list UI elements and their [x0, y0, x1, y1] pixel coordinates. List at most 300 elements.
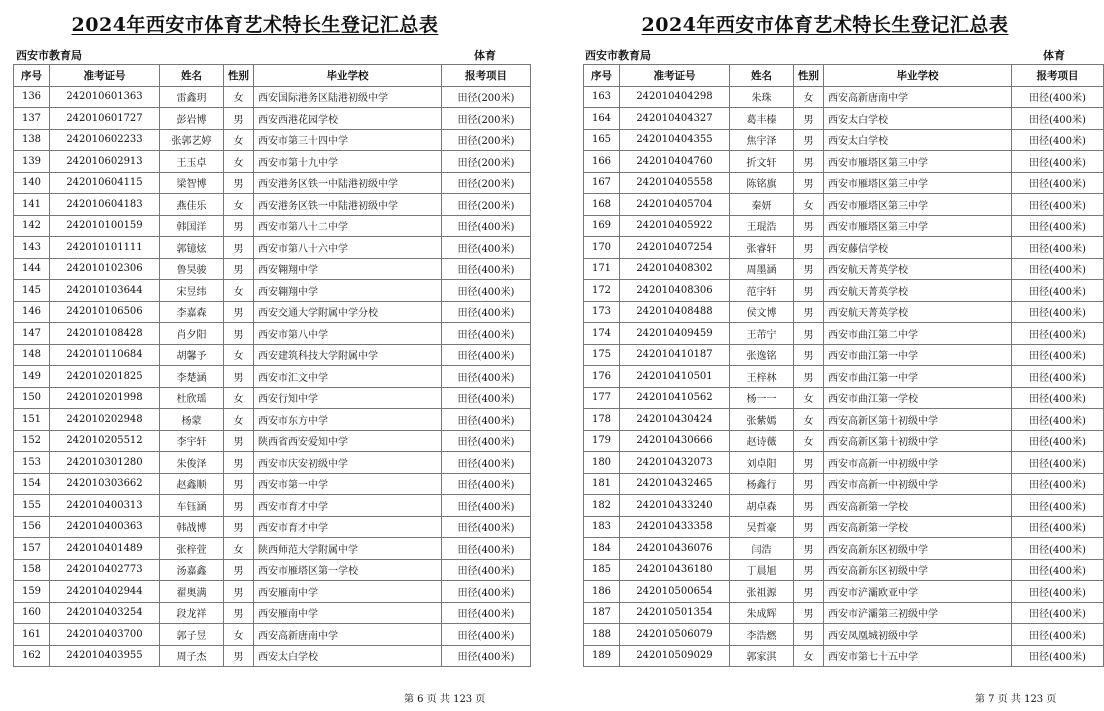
cell-school: 西安市第十九中学 [254, 151, 442, 173]
cell-gender: 女 [794, 194, 824, 216]
cell-name: 车钰涵 [160, 495, 224, 517]
cell-name: 周墨涵 [730, 258, 794, 280]
cell-seq: 158 [14, 559, 50, 581]
cell-event: 田径(400米) [442, 237, 531, 259]
cell-event: 田径(400米) [1012, 129, 1104, 151]
cell-seq: 173 [584, 301, 620, 323]
cell-event: 田径(400米) [1012, 323, 1104, 345]
cell-exam-id: 242010201998 [50, 387, 160, 409]
cell-event: 田径(400米) [1012, 280, 1104, 302]
cell-gender: 男 [794, 323, 824, 345]
cell-event: 田径(400米) [1012, 344, 1104, 366]
cell-event: 田径(400米) [1012, 624, 1104, 646]
cell-exam-id: 242010101111 [50, 237, 160, 259]
cell-name: 郭家淇 [730, 645, 794, 667]
table-row [584, 559, 1104, 581]
cell-school: 西安藤信学校 [824, 237, 1012, 259]
cell-name: 杨鑫行 [730, 473, 794, 495]
table-body [14, 86, 531, 667]
cell-gender: 男 [794, 538, 824, 560]
cell-name: 雷鑫玥 [160, 86, 224, 108]
cell-seq: 176 [584, 366, 620, 388]
cell-seq: 157 [14, 538, 50, 560]
cell-event: 田径(400米) [442, 323, 531, 345]
cell-seq: 156 [14, 516, 50, 538]
cell-exam-id: 242010433358 [620, 516, 730, 538]
cell-seq: 171 [584, 258, 620, 280]
page-footer: 第 7 页 共 123 页 [975, 694, 1057, 705]
cell-event: 田径(200米) [442, 108, 531, 130]
cell-gender: 男 [224, 452, 254, 474]
cell-school: 西安高新第一学校 [824, 495, 1012, 517]
cell-school: 西安市雁塔区第三中学 [824, 215, 1012, 237]
cell-event: 田径(400米) [442, 645, 531, 667]
cell-event: 田径(400米) [442, 516, 531, 538]
cell-event: 田径(400米) [442, 344, 531, 366]
cell-exam-id: 242010432465 [620, 473, 730, 495]
cell-seq: 153 [14, 452, 50, 474]
cell-exam-id: 242010301280 [50, 452, 160, 474]
cell-exam-id: 242010205512 [50, 430, 160, 452]
table-row [584, 258, 1104, 280]
cell-exam-id: 242010408306 [620, 280, 730, 302]
cell-event: 田径(400米) [442, 387, 531, 409]
cell-exam-id: 242010108428 [50, 323, 160, 345]
col-header-exam-id: 准考证号 [620, 65, 730, 87]
cell-school: 西安高新区第十初级中学 [824, 409, 1012, 431]
cell-name: 刘卓阳 [730, 452, 794, 474]
cell-name: 葛丰榛 [730, 108, 794, 130]
cell-event: 田径(200米) [442, 151, 531, 173]
cell-gender: 女 [224, 624, 254, 646]
cell-seq: 161 [14, 624, 50, 646]
cell-exam-id: 242010402773 [50, 559, 160, 581]
cell-event: 田径(400米) [1012, 387, 1104, 409]
cell-event: 田径(400米) [1012, 172, 1104, 194]
table-row [14, 151, 531, 173]
cell-school: 西安市雁塔区第三中学 [824, 194, 1012, 216]
cell-school: 西安航天菁英学校 [824, 301, 1012, 323]
table-row [14, 344, 531, 366]
cell-name: 朱珠 [730, 86, 794, 108]
cell-school: 西安市曲江第一中学 [824, 366, 1012, 388]
cell-name: 李楚涵 [160, 366, 224, 388]
cell-event: 田径(400米) [1012, 409, 1104, 431]
cell-name: 王琨浩 [730, 215, 794, 237]
cell-seq: 184 [584, 538, 620, 560]
cell-school: 西安西港花园学校 [254, 108, 442, 130]
cell-exam-id: 242010433240 [620, 495, 730, 517]
cell-event: 田径(400米) [442, 366, 531, 388]
col-header-event: 报考项目 [442, 65, 531, 87]
col-header-seq: 序号 [14, 65, 50, 87]
table-row [14, 172, 531, 194]
cell-seq: 182 [584, 495, 620, 517]
cell-exam-id: 242010602913 [50, 151, 160, 173]
cell-exam-id: 242010410501 [620, 366, 730, 388]
table-row [14, 237, 531, 259]
cell-name: 朱成辉 [730, 602, 794, 624]
cell-seq: 188 [584, 624, 620, 646]
cell-event: 田径(400米) [1012, 473, 1104, 495]
cell-gender: 男 [794, 301, 824, 323]
table-row [584, 172, 1104, 194]
table-row [14, 624, 531, 646]
cell-exam-id: 242010430424 [620, 409, 730, 431]
col-header-gender: 性别 [794, 65, 824, 87]
table-row [584, 495, 1104, 517]
cell-gender: 女 [224, 151, 254, 173]
cell-school: 西安市曲江第一中学 [824, 344, 1012, 366]
cell-name: 张梓萱 [160, 538, 224, 560]
cell-school: 西安高新区第十初级中学 [824, 430, 1012, 452]
cell-event: 田径(400米) [1012, 645, 1104, 667]
table-row [584, 409, 1104, 431]
cell-school: 西安市第三十四中学 [254, 129, 442, 151]
cell-exam-id: 242010601727 [50, 108, 160, 130]
table-row [584, 237, 1104, 259]
cell-exam-id: 242010102306 [50, 258, 160, 280]
cell-exam-id: 242010408488 [620, 301, 730, 323]
cell-exam-id: 242010500654 [620, 581, 730, 603]
table-row [14, 495, 531, 517]
cell-event: 田径(400米) [442, 559, 531, 581]
cell-exam-id: 242010405558 [620, 172, 730, 194]
cell-seq: 137 [14, 108, 50, 130]
cell-name: 梁智博 [160, 172, 224, 194]
cell-gender: 女 [224, 344, 254, 366]
cell-exam-id: 242010501354 [620, 602, 730, 624]
cell-name: 翟奥满 [160, 581, 224, 603]
cell-name: 杜欣瑶 [160, 387, 224, 409]
cell-exam-id: 242010404327 [620, 108, 730, 130]
cell-school: 西安市曲江第二中学 [824, 323, 1012, 345]
table-row [14, 645, 531, 667]
cell-exam-id: 242010436180 [620, 559, 730, 581]
cell-exam-id: 242010400313 [50, 495, 160, 517]
cell-school: 西安市雁塔区第三中学 [824, 172, 1012, 194]
col-header-school: 毕业学校 [824, 65, 1012, 87]
table-row [14, 538, 531, 560]
cell-exam-id: 242010402944 [50, 581, 160, 603]
cell-school: 西安雁南中学 [254, 581, 442, 603]
cell-event: 田径(400米) [442, 215, 531, 237]
cell-seq: 152 [14, 430, 50, 452]
cell-school: 西安市浐灞欧亚中学 [824, 581, 1012, 603]
table-row [584, 323, 1104, 345]
table-row [584, 624, 1104, 646]
cell-seq: 175 [584, 344, 620, 366]
cell-name: 韩国洋 [160, 215, 224, 237]
cell-event: 田径(400米) [1012, 215, 1104, 237]
table-row [14, 108, 531, 130]
cell-seq: 147 [14, 323, 50, 345]
cell-name: 韩战博 [160, 516, 224, 538]
cell-gender: 女 [794, 387, 824, 409]
cell-gender: 女 [224, 194, 254, 216]
cell-seq: 163 [584, 86, 620, 108]
cell-school: 西安市汇文中学 [254, 366, 442, 388]
cell-exam-id: 242010506079 [620, 624, 730, 646]
table-row [14, 473, 531, 495]
cell-seq: 143 [14, 237, 50, 259]
cell-event: 田径(400米) [1012, 86, 1104, 108]
cell-school: 西安市高新一中初级中学 [824, 473, 1012, 495]
table-row [584, 344, 1104, 366]
cell-gender: 男 [224, 237, 254, 259]
table-row [14, 516, 531, 538]
cell-gender: 男 [224, 215, 254, 237]
cell-exam-id: 242010110684 [50, 344, 160, 366]
cell-exam-id: 242010201825 [50, 366, 160, 388]
cell-name: 鲁昊骏 [160, 258, 224, 280]
cell-exam-id: 242010202948 [50, 409, 160, 431]
col-header-name: 姓名 [160, 65, 224, 87]
cell-gender: 男 [224, 516, 254, 538]
cell-event: 田径(400米) [442, 602, 531, 624]
cell-event: 田径(400米) [442, 409, 531, 431]
table-row [14, 258, 531, 280]
cell-school: 西安交通大学附属中学分校 [254, 301, 442, 323]
cell-exam-id: 242010430666 [620, 430, 730, 452]
cell-name: 肖夕阳 [160, 323, 224, 345]
cell-gender: 男 [794, 280, 824, 302]
cell-exam-id: 242010403254 [50, 602, 160, 624]
table-row [14, 409, 531, 431]
cell-event: 田径(400米) [1012, 108, 1104, 130]
cell-seq: 169 [584, 215, 620, 237]
table-row [14, 581, 531, 603]
cell-school: 西安市曲江第一学校 [824, 387, 1012, 409]
table-row [584, 387, 1104, 409]
col-header-event: 报考项目 [1012, 65, 1104, 87]
cell-gender: 男 [224, 323, 254, 345]
table-row [584, 280, 1104, 302]
cell-seq: 167 [584, 172, 620, 194]
table-row [14, 323, 531, 345]
cell-name: 杨蒙 [160, 409, 224, 431]
cell-school: 西安市雁塔区第一学校 [254, 559, 442, 581]
cell-gender: 男 [794, 215, 824, 237]
registration-table [583, 64, 1104, 667]
cell-school: 西安高新唐南中学 [824, 86, 1012, 108]
cell-exam-id: 242010509029 [620, 645, 730, 667]
cell-gender: 女 [224, 409, 254, 431]
cell-name: 张紫嫣 [730, 409, 794, 431]
cell-gender: 男 [794, 108, 824, 130]
cell-event: 田径(400米) [1012, 495, 1104, 517]
cell-event: 田径(400米) [442, 301, 531, 323]
cell-exam-id: 242010100159 [50, 215, 160, 237]
cell-school: 西安太白学校 [824, 108, 1012, 130]
cell-seq: 148 [14, 344, 50, 366]
cell-event: 田径(400米) [1012, 366, 1104, 388]
cell-seq: 181 [584, 473, 620, 495]
cell-school: 西安凤凰城初级中学 [824, 624, 1012, 646]
cell-event: 田径(400米) [1012, 602, 1104, 624]
cell-school: 西安市第八十二中学 [254, 215, 442, 237]
cell-name: 汤嘉鑫 [160, 559, 224, 581]
cell-exam-id: 242010403955 [50, 645, 160, 667]
cell-name: 侯文博 [730, 301, 794, 323]
cell-name: 杨一一 [730, 387, 794, 409]
cell-seq: 189 [584, 645, 620, 667]
cell-school: 西安港务区铁一中陆港初级中学 [254, 194, 442, 216]
cell-exam-id: 242010436076 [620, 538, 730, 560]
cell-school: 西安高新东区初级中学 [824, 559, 1012, 581]
cell-gender: 男 [224, 645, 254, 667]
cell-name: 闫浩 [730, 538, 794, 560]
col-header-name: 姓名 [730, 65, 794, 87]
cell-name: 胡馨予 [160, 344, 224, 366]
cell-gender: 男 [224, 430, 254, 452]
table-row [584, 602, 1104, 624]
cell-seq: 149 [14, 366, 50, 388]
cell-event: 田径(200米) [442, 129, 531, 151]
table-row [14, 301, 531, 323]
cell-gender: 男 [224, 495, 254, 517]
cell-seq: 150 [14, 387, 50, 409]
cell-exam-id: 242010303662 [50, 473, 160, 495]
cell-gender: 男 [224, 108, 254, 130]
table-row [14, 215, 531, 237]
cell-event: 田径(400米) [1012, 559, 1104, 581]
table-row [584, 86, 1104, 108]
table-row [584, 108, 1104, 130]
col-header-school: 毕业学校 [254, 65, 442, 87]
table-header-row [14, 65, 531, 87]
cell-name: 李宇轩 [160, 430, 224, 452]
cell-school: 西安行知中学 [254, 387, 442, 409]
cell-name: 张睿轩 [730, 237, 794, 259]
page-title: 2024年西安市体育艺术特长生登记汇总表 [641, 14, 1009, 36]
cell-school: 西安市东方中学 [254, 409, 442, 431]
cell-gender: 女 [794, 86, 824, 108]
cell-event: 田径(400米) [442, 258, 531, 280]
cell-seq: 144 [14, 258, 50, 280]
cell-exam-id: 242010404355 [620, 129, 730, 151]
cell-name: 郭镱炫 [160, 237, 224, 259]
cell-name: 陈铭旗 [730, 172, 794, 194]
cell-gender: 男 [794, 602, 824, 624]
cell-name: 朱俊泽 [160, 452, 224, 474]
cell-gender: 女 [224, 86, 254, 108]
cell-school: 西安国际港务区陆港初级中学 [254, 86, 442, 108]
cell-exam-id: 242010403700 [50, 624, 160, 646]
cell-exam-id: 242010432073 [620, 452, 730, 474]
cell-gender: 男 [224, 172, 254, 194]
cell-gender: 男 [224, 473, 254, 495]
cell-event: 田径(200米) [442, 172, 531, 194]
table-row [584, 366, 1104, 388]
cell-seq: 172 [584, 280, 620, 302]
cell-school: 西安市第七十五中学 [824, 645, 1012, 667]
table-row [584, 194, 1104, 216]
cell-event: 田径(400米) [1012, 258, 1104, 280]
cell-school: 西安市高新一中初级中学 [824, 452, 1012, 474]
table-row [14, 129, 531, 151]
table-row [584, 516, 1104, 538]
cell-gender: 女 [224, 387, 254, 409]
cell-exam-id: 242010405704 [620, 194, 730, 216]
org-name: 西安市教育局 [16, 49, 82, 62]
page-left [0, 0, 515, 711]
cell-exam-id: 242010103644 [50, 280, 160, 302]
cell-name: 范宇轩 [730, 280, 794, 302]
cell-school: 陕西省西安爱知中学 [254, 430, 442, 452]
cell-gender: 女 [794, 645, 824, 667]
subject-label: 体育 [474, 49, 496, 62]
cell-school: 西安航天菁英学校 [824, 280, 1012, 302]
cell-name: 张郭艺婷 [160, 129, 224, 151]
table-row [14, 430, 531, 452]
cell-gender: 女 [794, 430, 824, 452]
cell-exam-id: 242010409459 [620, 323, 730, 345]
cell-event: 田径(400米) [1012, 581, 1104, 603]
cell-name: 郭子昱 [160, 624, 224, 646]
cell-seq: 186 [584, 581, 620, 603]
cell-gender: 男 [794, 452, 824, 474]
table-row [14, 387, 531, 409]
cell-gender: 男 [794, 624, 824, 646]
cell-name: 段龙祥 [160, 602, 224, 624]
table-row [14, 86, 531, 108]
cell-school: 西安太白学校 [254, 645, 442, 667]
cell-gender: 女 [794, 409, 824, 431]
cell-event: 田径(400米) [442, 280, 531, 302]
cell-seq: 155 [14, 495, 50, 517]
cell-name: 丁晨旭 [730, 559, 794, 581]
cell-school: 陕西师范大学附属中学 [254, 538, 442, 560]
cell-exam-id: 242010604115 [50, 172, 160, 194]
cell-gender: 女 [224, 280, 254, 302]
cell-exam-id: 242010405922 [620, 215, 730, 237]
cell-seq: 136 [14, 86, 50, 108]
cell-gender: 男 [794, 258, 824, 280]
cell-seq: 168 [584, 194, 620, 216]
cell-name: 胡卓森 [730, 495, 794, 517]
cell-event: 田径(400米) [1012, 452, 1104, 474]
cell-name: 张逸铭 [730, 344, 794, 366]
cell-exam-id: 242010408302 [620, 258, 730, 280]
cell-name: 赵鑫顺 [160, 473, 224, 495]
cell-exam-id: 242010400363 [50, 516, 160, 538]
cell-exam-id: 242010401489 [50, 538, 160, 560]
cell-school: 西安高新东区初级中学 [824, 538, 1012, 560]
cell-gender: 男 [794, 129, 824, 151]
table-row [584, 473, 1104, 495]
cell-name: 彭岩博 [160, 108, 224, 130]
table-row [14, 559, 531, 581]
cell-seq: 166 [584, 151, 620, 173]
cell-seq: 179 [584, 430, 620, 452]
cell-school: 西安太白学校 [824, 129, 1012, 151]
cell-gender: 男 [224, 301, 254, 323]
cell-exam-id: 242010601363 [50, 86, 160, 108]
cell-seq: 174 [584, 323, 620, 345]
cell-seq: 183 [584, 516, 620, 538]
cell-event: 田径(400米) [442, 452, 531, 474]
table-row [14, 602, 531, 624]
table-row [584, 452, 1104, 474]
cell-name: 秦妍 [730, 194, 794, 216]
cell-school: 西安港务区铁一中陆港初级中学 [254, 172, 442, 194]
table-header-row [584, 65, 1104, 87]
cell-school: 西安翱翔中学 [254, 280, 442, 302]
cell-gender: 男 [224, 559, 254, 581]
cell-seq: 164 [584, 108, 620, 130]
table-row [584, 215, 1104, 237]
